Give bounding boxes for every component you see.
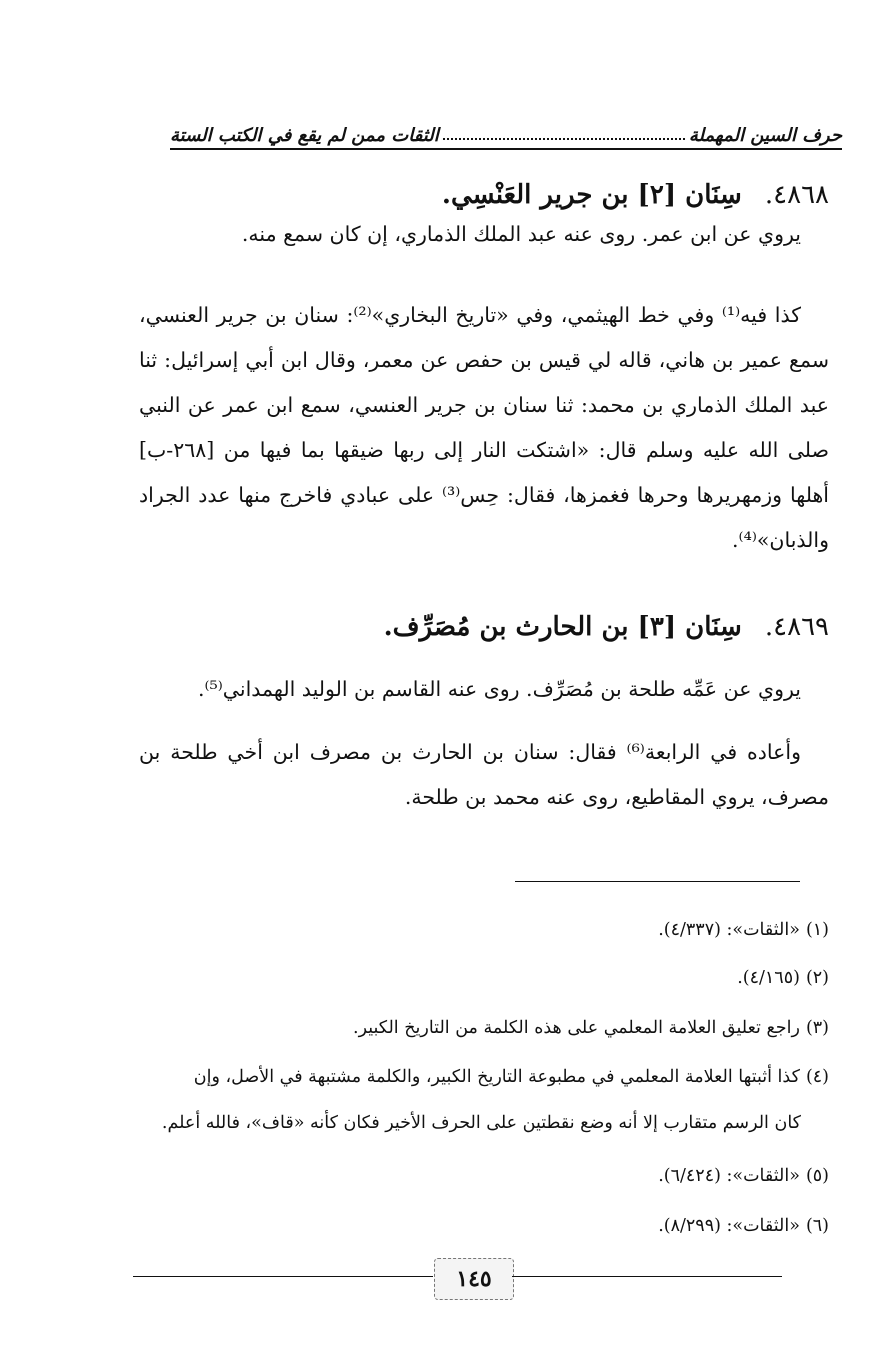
entry-number: ٤٨٦٩.	[764, 612, 829, 642]
footnote-number: (٣)	[805, 1018, 829, 1038]
footnote-text: (٤/١٦٥).	[737, 968, 800, 988]
footnote-text: «الثقات»: (٨/٢٩٩).	[658, 1216, 800, 1236]
entry-name: سِنَان [٣] بن الحارث بن مُصَرِّف.	[383, 612, 742, 642]
footnote-number: (٢)	[805, 968, 829, 988]
footnote-text: راجع تعليق العلامة المعلمي على هذه الكلمة من التاريخ الكبير.	[353, 1018, 800, 1038]
entry-title	[129, 612, 829, 642]
footnote-continuation	[101, 1113, 801, 1133]
page-number: ١٤٥	[434, 1258, 514, 1300]
running-header	[170, 112, 842, 150]
entry-name: سِنَان [٢] بن جرير العَنْسِي.	[441, 180, 742, 210]
footnote-text: «الثقات»: (٦/٤٢٤).	[658, 1166, 800, 1186]
footnote-separator	[515, 881, 800, 882]
footnote	[109, 956, 829, 1000]
footnote-text: كذا أثبتها العلامة المعلمي في مطبوعة التاريخ الكبير، والكلمة مشتبهة في الأصل، وإن	[193, 1067, 800, 1087]
footnote	[109, 1154, 829, 1198]
entry-paragraph: وأعاده في الرابعة⁽⁶⁾ فقال: سنان بن الحارث بن مصرف ابن أخي طلحة بن مصرف، يروي المقاطيع، روى عنه محمد بن طلحة.	[139, 740, 829, 809]
footer-rule	[133, 1276, 433, 1277]
footnote-text: «الثقات»: (٤/٣٣٧).	[658, 920, 800, 940]
entry-paragraph: يروي عن عَمِّه طلحة بن مُصَرِّف. روى عنه القاسم بن الوليد الهمداني⁽⁵⁾.	[197, 677, 801, 701]
header-dot-leader	[443, 138, 685, 140]
footnote-number: (٦)	[805, 1216, 829, 1236]
footnote-number: (١)	[805, 920, 829, 940]
footnote-number: (٥)	[805, 1166, 829, 1186]
entry-paragraph: كذا فيه⁽¹⁾ وفي خط الهيثمي، وفي «تاريخ البخاري»⁽²⁾: سنان بن جرير العنسي، سمع عمير بن هاني، قاله لي قيس بن حفص عن معمر، وقال ابن أبي إسرائيل: ثنا عبد الملك الذماري بن محمد: ثنا سنان بن جرير العنسي، سمع ابن عمر عن النبي صلى الله عليه وسلم قال: «اشتكت النار إلى ربها ضيقها بما فيها من [٢٦٨-ب] أهلها وزمهريرها وحرها فغمزها، فقال: حِس⁽³⁾ على عبادي فاخرج منها عدد الجراد والذبان»⁽⁴⁾.	[139, 303, 829, 552]
footnote-number: (٤)	[805, 1067, 829, 1087]
header-book-title: الثقات ممن لم يقع في الكتب الستة	[170, 125, 439, 146]
entry-paragraph: يروي عن ابن عمر. روى عنه عبد الملك الذماري، إن كان سمع منه.	[241, 222, 801, 246]
footer-rule	[512, 1276, 782, 1277]
footnote	[109, 1204, 829, 1248]
entry-title	[129, 180, 829, 210]
entry-number: ٤٨٦٨.	[764, 180, 829, 210]
footnote-text: كان الرسم متقارب إلا أنه وضع نقطتين على الحرف الأخير فكان كأنه «قاف»، فالله أعلم.	[161, 1113, 801, 1133]
footnote	[109, 1055, 829, 1099]
footnote	[109, 908, 829, 952]
header-chapter-title: حرف السين المهملة	[688, 125, 842, 146]
footnote	[109, 1006, 829, 1050]
